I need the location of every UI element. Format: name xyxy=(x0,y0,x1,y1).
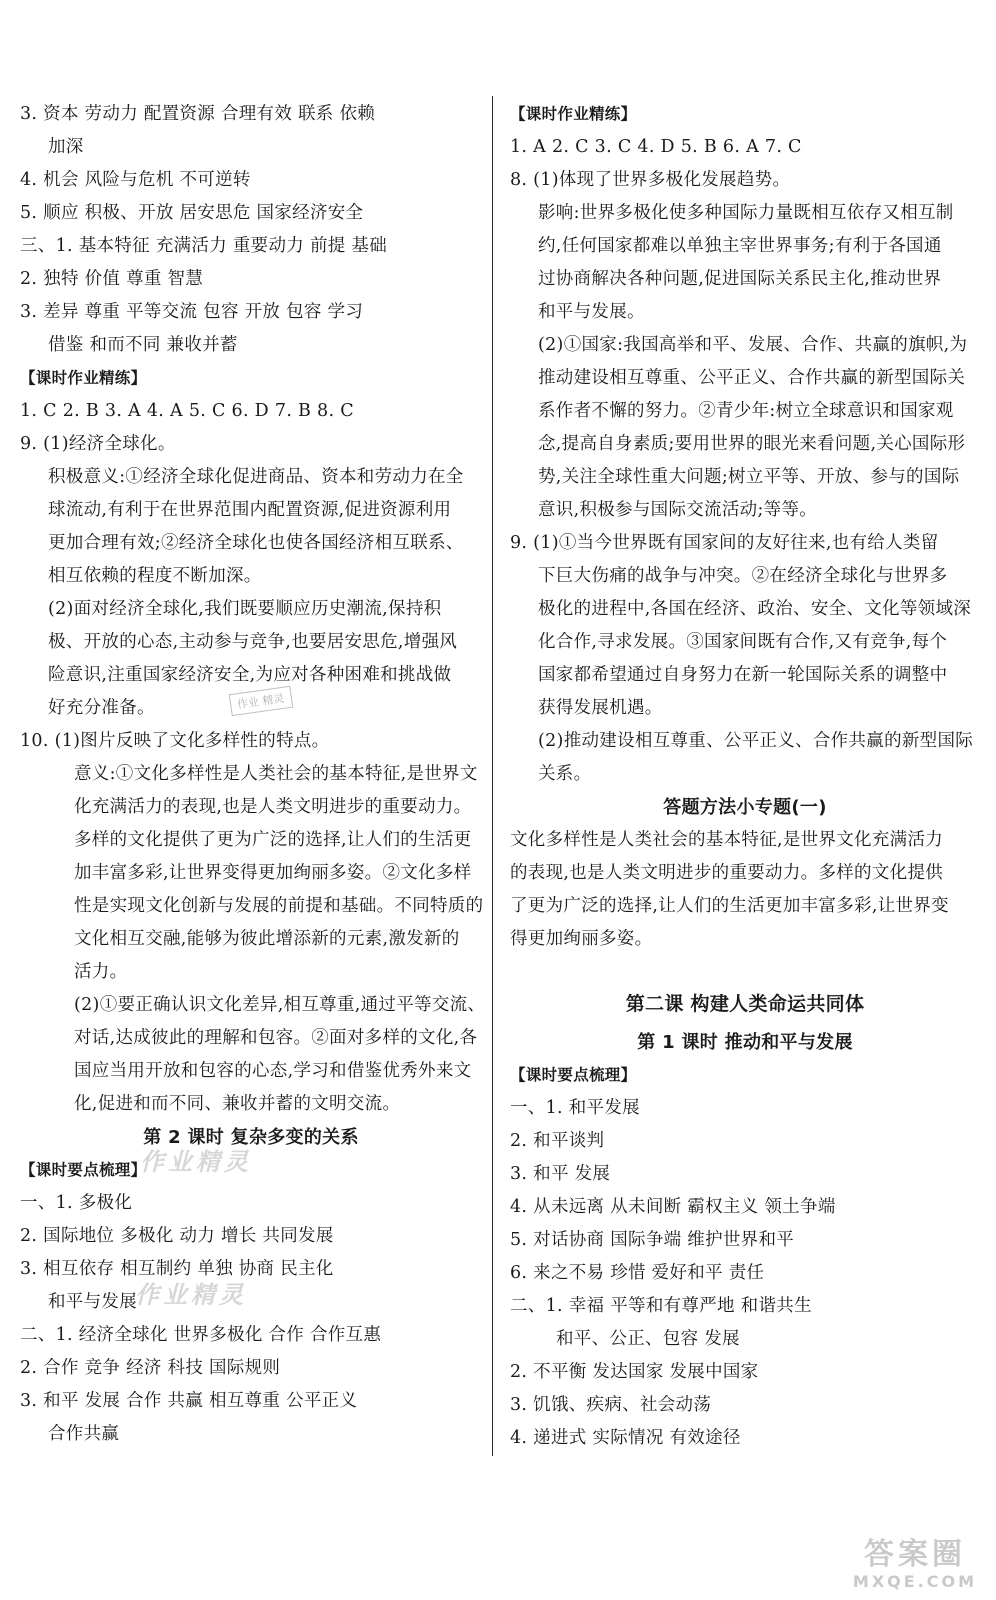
text-line: 国家都希望通过自身努力在新一轮国际关系的调整中 xyxy=(538,665,948,685)
text-line: 和平、公正、包容 发展 xyxy=(556,1329,740,1349)
text-line: 了更为广泛的选择,让人们的生活更加丰富多彩,让世界变 xyxy=(510,896,949,916)
text-line: 意识,积极参与国际交流活动;等等。 xyxy=(538,500,818,520)
faint-watermark-2: 作业精灵 xyxy=(135,1281,247,1309)
lesson-title: 第 2 课时 复杂多变的关系 xyxy=(143,1127,359,1148)
text-line: 1. A 2. C 3. C 4. D 5. B 6. A 7. C xyxy=(510,137,802,157)
text-line: 二、1. 经济全球化 世界多极化 合作 合作互惠 xyxy=(20,1325,382,1345)
text-line: 5. 对话协商 国际争端 维护世界和平 xyxy=(510,1230,795,1250)
faint-watermark-1: 作业精灵 xyxy=(140,1148,252,1176)
lesson-title: 答题方法小专题(一) xyxy=(663,797,827,818)
text-line: 加深 xyxy=(48,137,84,157)
text-line: 借鉴 和而不同 兼收并蓄 xyxy=(48,335,238,355)
text-line: 3. 和平 发展 xyxy=(510,1164,611,1184)
text-line: (2)面对经济全球化,我们既要顺应历史潮流,保持积 xyxy=(48,599,442,619)
text-line: 2. 独特 价值 尊重 智慧 xyxy=(20,269,204,289)
text-line: 3. 饥饿、疾病、社会动荡 xyxy=(510,1395,712,1415)
text-line: 相互依赖的程度不断加深。 xyxy=(48,566,262,586)
text-line: 4. 从未远离 从未间断 霸权主义 领土争端 xyxy=(510,1197,836,1217)
text-line: 险意识,注重国家经济安全,为应对各种困难和挑战做 xyxy=(48,665,452,685)
text-line: 合作共赢 xyxy=(48,1424,120,1444)
text-line: (2)推动建设相互尊重、公平正义、合作共赢的新型国际 xyxy=(538,731,974,751)
text-line: 4. 递进式 实际情况 有效途径 xyxy=(510,1428,741,1448)
column-divider xyxy=(492,96,493,1456)
text-line: 得更加绚丽多姿。 xyxy=(510,929,653,949)
section-heading: 【课时作业精练】 xyxy=(510,105,637,123)
faint-stamp: 作业 精灵 xyxy=(229,686,293,716)
text-line: 6. 来之不易 珍惜 爱好和平 责任 xyxy=(510,1263,765,1283)
text-line: 意义:①文化多样性是人类社会的基本特征,是世界文 xyxy=(74,764,478,784)
text-line: 和平与发展。 xyxy=(538,302,645,322)
watermark-title: 答案圈 xyxy=(864,1537,966,1572)
text-line: 性是实现文化创新与发展的前提和基础。不同特质的 xyxy=(74,896,484,916)
text-line: 系作者不懈的努力。②青少年:树立全球意识和国家观 xyxy=(538,401,954,421)
text-line: 关系。 xyxy=(538,764,592,784)
site-watermark-logo xyxy=(840,1538,990,1596)
text-line: 化,促进和而不同、兼收并蓄的文明交流。 xyxy=(74,1094,401,1114)
text-line: 2. 合作 竞争 经济 科技 国际规则 xyxy=(20,1358,281,1378)
lesson-title: 第二课 构建人类命运共同体 xyxy=(625,993,865,1015)
text-line: 极、开放的心态,主动参与竞争,也要居安思危,增强风 xyxy=(48,632,458,652)
section-heading: 【课时作业精练】 xyxy=(20,369,147,387)
text-line: 势,关注全球性重大问题;树立平等、开放、参与的国际 xyxy=(538,467,960,487)
text-line: 的表现,也是人类文明进步的重要动力。多样的文化提供 xyxy=(510,863,944,883)
text-line: 获得发展机遇。 xyxy=(538,698,663,718)
text-line: 推动建设相互尊重、公平正义、合作共赢的新型国际关 xyxy=(538,368,966,388)
text-line: 文化多样性是人类社会的基本特征,是世界文化充满活力 xyxy=(510,830,944,850)
text-line: 影响:世界多极化使多种国际力量既相互依存又相互制 xyxy=(538,203,954,223)
text-line: 二、1. 幸福 平等和有尊严地 和谐共生 xyxy=(510,1296,812,1316)
spacer xyxy=(510,956,980,982)
text-line: 活力。 xyxy=(74,962,128,982)
text-line: 对话,达成彼此的理解和包容。②面对多样的文化,各 xyxy=(74,1028,478,1048)
text-line: 8. (1)体现了世界多极化发展趋势。 xyxy=(510,170,791,190)
section-heading: 【课时要点梳理】 xyxy=(20,1161,147,1179)
text-line: (2)①国家:我国高举和平、发展、合作、共赢的旗帜,为 xyxy=(538,335,968,355)
text-line: 和平与发展 xyxy=(48,1292,137,1312)
text-line: 三、1. 基本特征 充满活力 重要动力 前提 基础 xyxy=(20,236,388,256)
text-line: 过协商解决各种问题,促进国际关系民主化,推动世界 xyxy=(538,269,942,289)
text-line: 10. (1)图片反映了文化多样性的特点。 xyxy=(20,731,330,751)
text-line: 极化的进程中,各国在经济、政治、安全、文化等领域深 xyxy=(538,599,972,619)
text-line: 1. C 2. B 3. A 4. A 5. C 6. D 7. B 8. C xyxy=(20,401,354,421)
text-line: 2. 不平衡 发达国家 发展中国家 xyxy=(510,1362,759,1382)
text-line: 3. 差异 尊重 平等交流 包容 开放 包容 学习 xyxy=(20,302,364,322)
left-column xyxy=(20,98,486,1451)
text-line: 文化相互交融,能够为彼此增添新的元素,激发新的 xyxy=(74,929,460,949)
text-line: 念,提高自身素质;要用世界的眼光来看问题,关心国际形 xyxy=(538,434,966,454)
section-heading: 【课时要点梳理】 xyxy=(510,1066,637,1084)
text-line: 9. (1)①当今世界既有国家间的友好往来,也有给人类留 xyxy=(510,533,939,553)
text-line: 3. 资本 劳动力 配置资源 合理有效 联系 依赖 xyxy=(20,104,376,124)
watermark-url: MXQE.COM xyxy=(852,1572,978,1591)
text-line: 2. 和平谈判 xyxy=(510,1131,605,1151)
text-line: 3. 和平 发展 合作 共赢 相互尊重 公平正义 xyxy=(20,1391,358,1411)
text-line: 一、1. 和平发展 xyxy=(510,1098,640,1118)
text-line: 一、1. 多极化 xyxy=(20,1193,133,1213)
text-line: 化合作,寻求发展。③国家间既有合作,又有竞争,每个 xyxy=(538,632,948,652)
right-column xyxy=(510,98,980,1455)
text-line: 9. (1)经济全球化。 xyxy=(20,434,176,454)
text-line: 5. 顺应 积极、开放 居安思危 国家经济安全 xyxy=(20,203,364,223)
text-line: 加丰富多彩,让世界变得更加绚丽多姿。②文化多样 xyxy=(74,863,472,883)
text-line: 2. 国际地位 多极化 动力 增长 共同发展 xyxy=(20,1226,334,1246)
lesson-title: 第 1 课时 推动和平与发展 xyxy=(637,1032,853,1053)
text-line: 下巨大伤痛的战争与冲突。②在经济全球化与世界多 xyxy=(538,566,948,586)
text-line: (2)①要正确认识文化差异,相互尊重,通过平等交流、 xyxy=(74,995,486,1015)
text-line: 球流动,有利于在世界范围内配置资源,促进资源利用 xyxy=(48,500,452,520)
text-line: 3. 相互依存 相互制约 单独 协商 民主化 xyxy=(20,1259,334,1279)
text-line: 4. 机会 风险与危机 不可逆转 xyxy=(20,170,251,190)
text-line: 化充满活力的表现,也是人类文明进步的重要动力。 xyxy=(74,797,472,817)
text-line: 约,任何国家都难以单独主宰世界事务;有利于各国通 xyxy=(538,236,942,256)
text-line: 国应当用开放和包容的心态,学习和借鉴优秀外来文 xyxy=(74,1061,472,1081)
text-line: 好充分准备。 xyxy=(48,698,155,718)
text-line: 积极意义:①经济全球化促进商品、资本和劳动力在全 xyxy=(48,467,464,487)
text-line: 多样的文化提供了更为广泛的选择,让人们的生活更 xyxy=(74,830,472,850)
text-line: 更加合理有效;②经济全球化也使各国经济相互联系、 xyxy=(48,533,464,553)
